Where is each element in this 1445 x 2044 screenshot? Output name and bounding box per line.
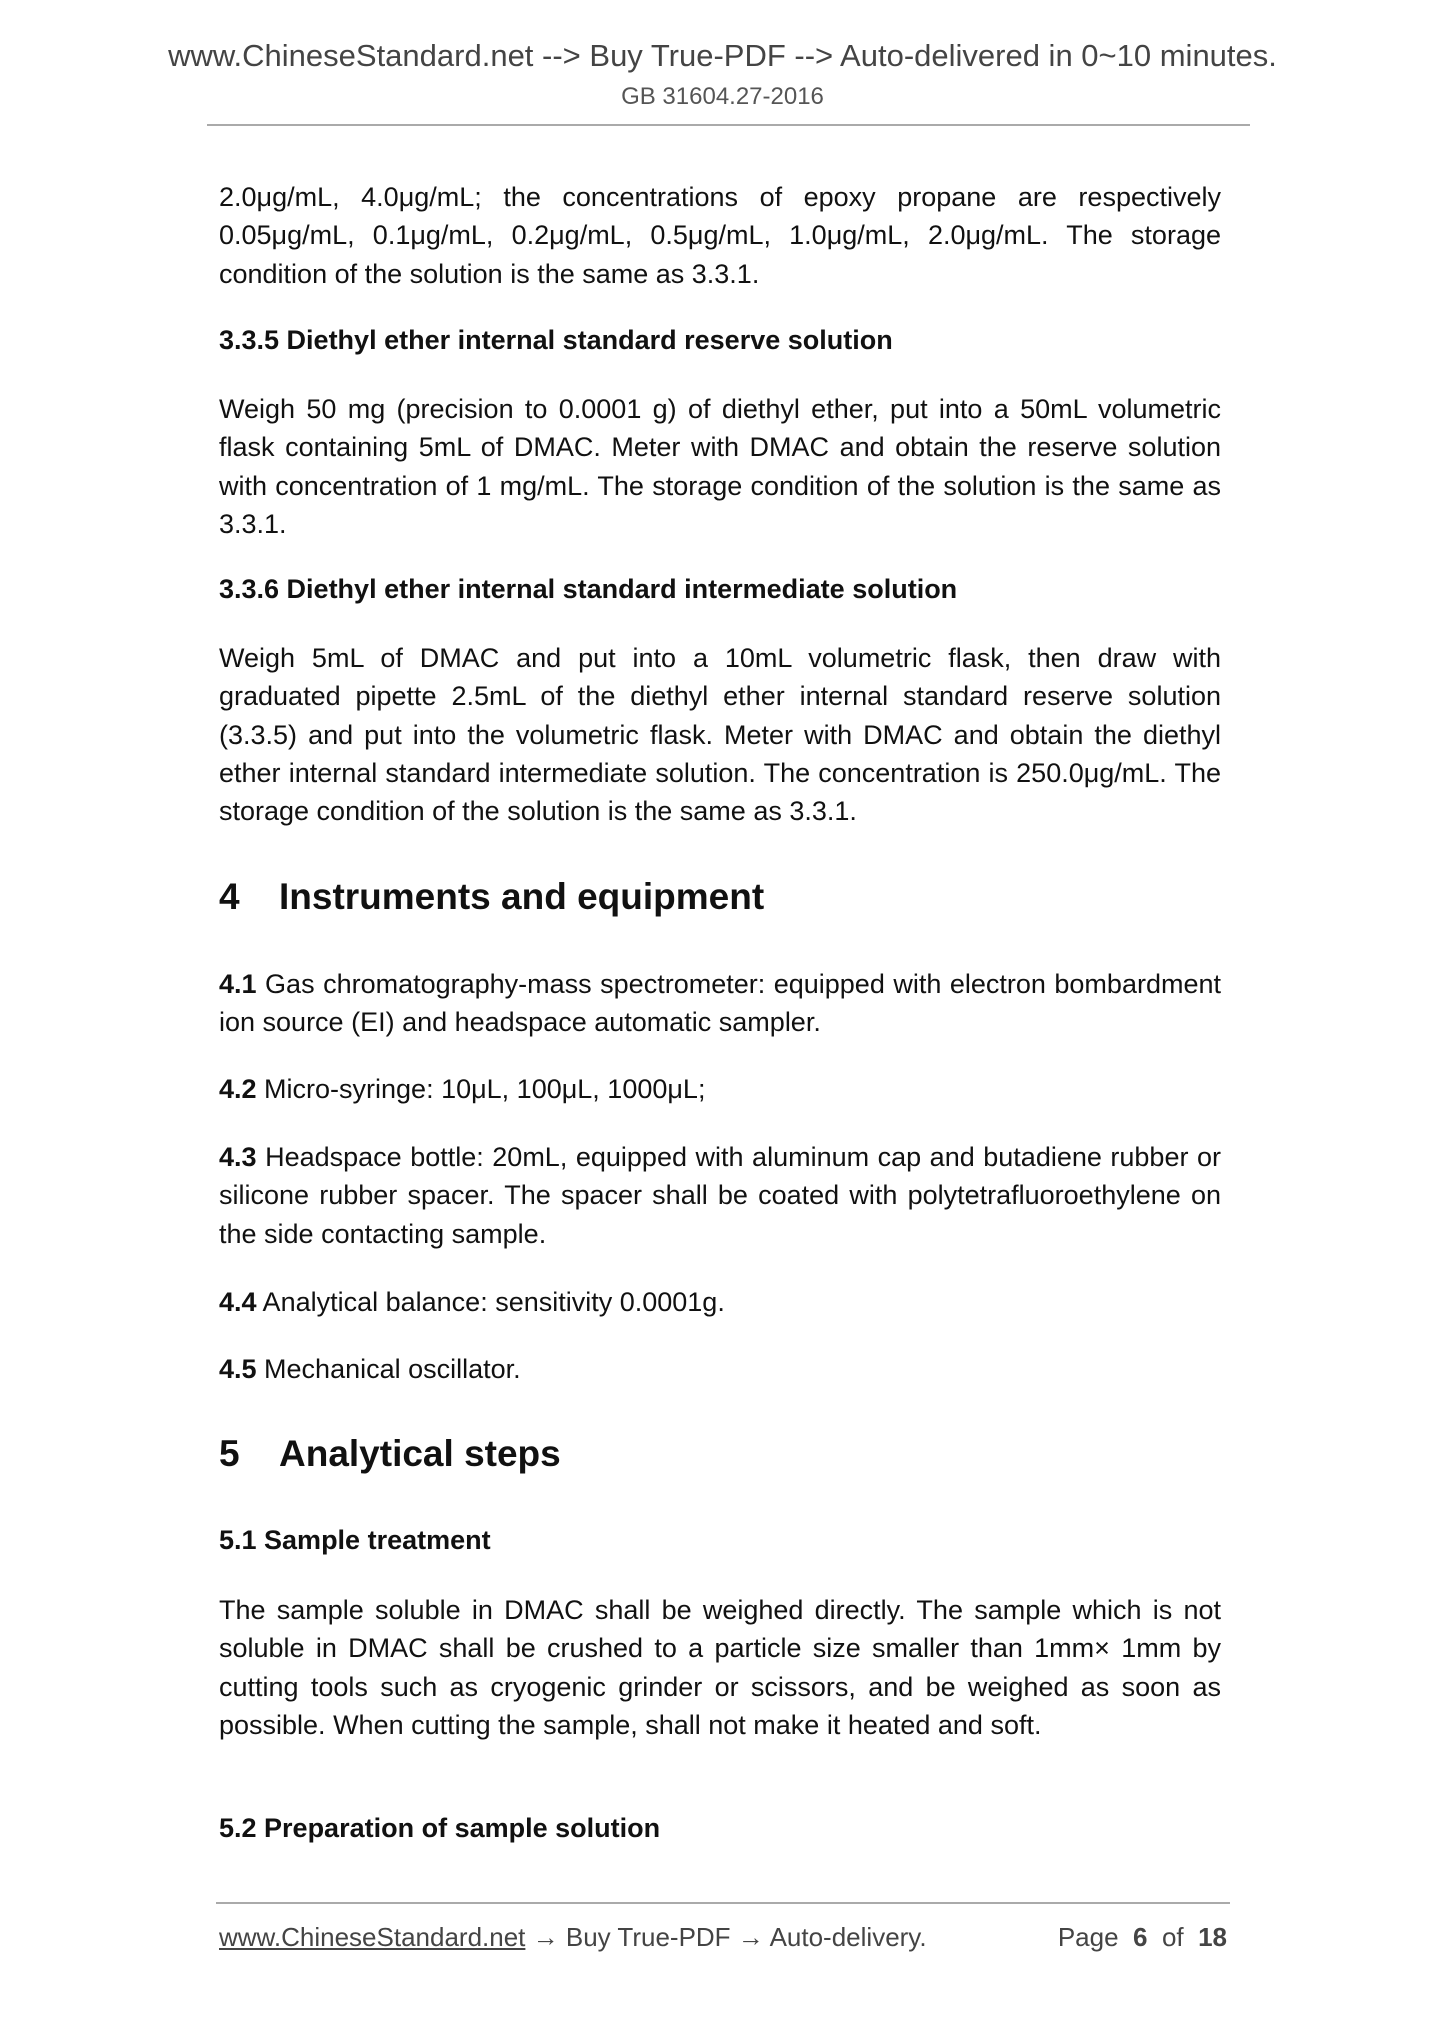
page-number: 6 [1133, 1922, 1148, 1952]
paragraph: The sample soluble in DMAC shall be weighed directly. The sample which is not soluble in DMAC shall be crushed to a particle size smaller than 1mm× 1mm by cutting tools such as cryogenic grinder or scissors, and be weighed as soon as possible. When cutting the sample, shall not make it heated and soft. [219, 1595, 1221, 1740]
header-banner: www.ChineseStandard.net --> Buy True-PDF --> Auto-delivered in 0~10 minutes. [168, 38, 1277, 73]
item-4-4 [219, 1283, 1221, 1321]
footer-divider [216, 1902, 1230, 1904]
item-number: 4.5 [219, 1354, 257, 1384]
paragraph: Weigh 5mL of DMAC and put into a 10mL volumetric flask, then draw with graduated pipette 2.5mL of the diethyl ether internal standard reserve solution (3.3.5) and put into the volumetric flask. Meter with DMAC and obtain the diethyl ether internal standard intermediate solution. The concentration is 250.0μg/mL. The storage condition of the solution is the same as 3.3.1. [219, 643, 1221, 827]
page-label: Page [1057, 1922, 1119, 1952]
footer [219, 1922, 1227, 1953]
heading-3-3-5: 3.3.5 Diethyl ether internal standard reserve solution [219, 325, 893, 355]
page-total: 18 [1198, 1922, 1227, 1952]
item-text: Mechanical oscillator. [256, 1354, 521, 1384]
paragraph: Weigh 50 mg (precision to 0.0001 g) of diethyl ether, put into a 50mL volumetric flask containing 5mL of DMAC. Meter with DMAC and obtain the reserve solution with concentration of 1 mg/mL. The storage condition of the solution is the same as 3.3.1. [219, 394, 1221, 539]
heading-3-3-6: 3.3.6 Diethyl ether internal standard intermediate solution [219, 574, 958, 604]
heading-5-2: 5.2 Preparation of sample solution [219, 1813, 661, 1843]
footer-link[interactable]: www.ChineseStandard.net [219, 1922, 526, 1952]
item-text: Gas chromatography-mass spectrometer: equipped with electron bombardment ion source (EI) and headspace automatic sampler. [219, 969, 1221, 1038]
of-label: of [1161, 1922, 1184, 1952]
item-4-2 [219, 1070, 1221, 1108]
section-5-heading [219, 1433, 561, 1475]
item-number: 4.2 [219, 1074, 257, 1104]
item-text: Micro-syringe: 10μL, 100μL, 1000μL; [256, 1074, 706, 1104]
section-number: 5 [219, 1433, 240, 1474]
item-number: 4.4 [219, 1287, 257, 1317]
item-text: Analytical balance: sensitivity 0.0001g. [256, 1287, 725, 1317]
item-4-5 [219, 1350, 1221, 1388]
page-indicator [1058, 1922, 1227, 1953]
section-title: Instruments and equipment [279, 876, 765, 917]
section-number: 4 [219, 876, 240, 917]
item-4-3 [219, 1138, 1221, 1253]
section-4-heading [219, 876, 764, 918]
item-4-1 [219, 965, 1221, 1042]
heading-5-1: 5.1 Sample treatment [219, 1525, 491, 1555]
item-text: Headspace bottle: 20mL, equipped with aluminum cap and butadiene rubber or silicone rubber spacer. The spacer shall be coated with polytetrafluoroethylene on the side contacting sample. [219, 1142, 1221, 1249]
header-divider [207, 124, 1250, 126]
item-number: 4.3 [219, 1142, 257, 1172]
paragraph: 2.0μg/mL, 4.0μg/mL; the concentrations of epoxy propane are respectively 0.05μg/mL, 0.1μg/mL, 0.2μg/mL, 0.5μg/mL, 1.0μg/mL, 2.0μg/mL. The storage condition of the solution is the same as 3.3.1. [219, 182, 1221, 289]
standard-number: GB 31604.27-2016 [621, 83, 824, 110]
section-title: Analytical steps [279, 1433, 561, 1474]
item-number: 4.1 [219, 969, 257, 999]
footer-text: → Buy True-PDF → Auto-delivery. [525, 1922, 927, 1952]
